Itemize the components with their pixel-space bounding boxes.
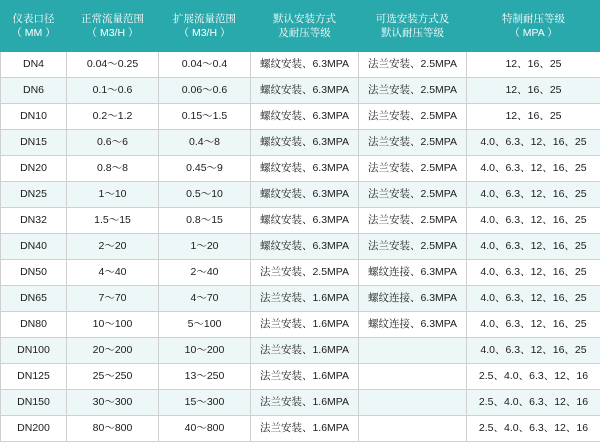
table-header — [1, 1, 600, 52]
cell-default-install: 螺纹安装、6.3MPA — [251, 52, 359, 78]
cell-default-install: 螺纹安装、6.3MPA — [251, 130, 359, 156]
header-line-1: 默认安装方式 — [252, 12, 357, 26]
cell-caliber: DN100 — [1, 338, 67, 364]
cell-extended-flow: 0.45～9 — [159, 156, 251, 182]
header-line-2: （ MPA ） — [468, 26, 599, 40]
header-line-1: 仪表口径 — [2, 12, 65, 26]
cell-extended-flow: 1～20 — [159, 234, 251, 260]
table-row — [1, 104, 600, 130]
cell-special-pressure: 4.0、6.3、12、16、25 — [467, 234, 600, 260]
cell-default-install: 法兰安装、1.6MPA — [251, 416, 359, 442]
table-row — [1, 260, 600, 286]
cell-normal-flow: 4～40 — [67, 260, 159, 286]
cell-special-pressure: 2.5、4.0、6.3、12、16 — [467, 364, 600, 390]
column-header-normal-flow-range — [67, 1, 159, 52]
cell-extended-flow: 0.8～15 — [159, 208, 251, 234]
cell-caliber: DN65 — [1, 286, 67, 312]
header-line-1: 特制耐压等级 — [468, 12, 599, 26]
cell-normal-flow: 0.2～1.2 — [67, 104, 159, 130]
cell-optional-install — [359, 390, 467, 416]
cell-extended-flow: 0.4～8 — [159, 130, 251, 156]
cell-normal-flow: 0.1～0.6 — [67, 78, 159, 104]
cell-caliber: DN50 — [1, 260, 67, 286]
header-line-2: （ MM ） — [2, 26, 65, 40]
cell-default-install: 法兰安装、1.6MPA — [251, 338, 359, 364]
cell-special-pressure: 4.0、6.3、12、16、25 — [467, 182, 600, 208]
cell-optional-install — [359, 364, 467, 390]
column-header-default-installation — [251, 1, 359, 52]
cell-special-pressure: 4.0、6.3、12、16、25 — [467, 208, 600, 234]
cell-normal-flow: 1.5～15 — [67, 208, 159, 234]
cell-normal-flow: 0.6～6 — [67, 130, 159, 156]
cell-default-install: 螺纹安装、6.3MPA — [251, 234, 359, 260]
cell-optional-install: 法兰安装、2.5MPA — [359, 78, 467, 104]
table-row — [1, 156, 600, 182]
cell-optional-install: 螺纹连接、6.3MPA — [359, 286, 467, 312]
cell-special-pressure: 4.0、6.3、12、16、25 — [467, 156, 600, 182]
cell-extended-flow: 2～40 — [159, 260, 251, 286]
table-row — [1, 312, 600, 338]
table-row — [1, 390, 600, 416]
cell-normal-flow: 7～70 — [67, 286, 159, 312]
header-line-2: （ M3/H ） — [68, 26, 157, 40]
cell-caliber: DN25 — [1, 182, 67, 208]
cell-normal-flow: 10～100 — [67, 312, 159, 338]
cell-extended-flow: 5～100 — [159, 312, 251, 338]
cell-optional-install: 法兰安装、2.5MPA — [359, 156, 467, 182]
cell-extended-flow: 0.15～1.5 — [159, 104, 251, 130]
header-line-2: 默认耐压等级 — [360, 26, 465, 40]
cell-normal-flow: 0.8～8 — [67, 156, 159, 182]
header-line-2: （ M3/H ） — [160, 26, 249, 40]
table-row — [1, 78, 600, 104]
cell-normal-flow: 25～250 — [67, 364, 159, 390]
table-row — [1, 208, 600, 234]
cell-caliber: DN20 — [1, 156, 67, 182]
cell-special-pressure: 4.0、6.3、12、16、25 — [467, 312, 600, 338]
cell-special-pressure: 12、16、25 — [467, 104, 600, 130]
header-line-2: 及耐压等级 — [252, 26, 357, 40]
cell-extended-flow: 40～800 — [159, 416, 251, 442]
cell-special-pressure: 12、16、25 — [467, 52, 600, 78]
cell-default-install: 法兰安装、1.6MPA — [251, 364, 359, 390]
cell-normal-flow: 20～200 — [67, 338, 159, 364]
cell-special-pressure: 4.0、6.3、12、16、25 — [467, 130, 600, 156]
column-header-optional-installation — [359, 1, 467, 52]
cell-optional-install: 螺纹连接、6.3MPA — [359, 312, 467, 338]
column-header-extended-flow-range — [159, 1, 251, 52]
column-header-caliber — [1, 1, 67, 52]
table-row — [1, 416, 600, 442]
table-row — [1, 182, 600, 208]
cell-optional-install — [359, 416, 467, 442]
table-row — [1, 338, 600, 364]
header-row — [1, 1, 600, 52]
cell-normal-flow: 0.04～0.25 — [67, 52, 159, 78]
cell-optional-install: 法兰安装、2.5MPA — [359, 130, 467, 156]
cell-extended-flow: 10～200 — [159, 338, 251, 364]
cell-optional-install — [359, 338, 467, 364]
table-body — [1, 52, 600, 442]
cell-extended-flow: 0.04～0.4 — [159, 52, 251, 78]
cell-extended-flow: 0.5～10 — [159, 182, 251, 208]
table-row — [1, 286, 600, 312]
cell-special-pressure: 2.5、4.0、6.3、12、16 — [467, 390, 600, 416]
header-line-1: 扩展流量范围 — [160, 12, 249, 26]
cell-default-install: 螺纹安装、6.3MPA — [251, 182, 359, 208]
cell-default-install: 法兰安装、2.5MPA — [251, 260, 359, 286]
cell-caliber: DN32 — [1, 208, 67, 234]
header-line-1: 正常流量范围 — [68, 12, 157, 26]
cell-optional-install: 法兰安装、2.5MPA — [359, 104, 467, 130]
cell-default-install: 螺纹安装、6.3MPA — [251, 104, 359, 130]
table-row — [1, 364, 600, 390]
cell-default-install: 法兰安装、1.6MPA — [251, 390, 359, 416]
cell-extended-flow: 13～250 — [159, 364, 251, 390]
table-row — [1, 130, 600, 156]
cell-default-install: 螺纹安装、6.3MPA — [251, 208, 359, 234]
cell-caliber: DN4 — [1, 52, 67, 78]
cell-caliber: DN10 — [1, 104, 67, 130]
cell-special-pressure: 2.5、4.0、6.3、12、16 — [467, 416, 600, 442]
cell-special-pressure: 4.0、6.3、12、16、25 — [467, 338, 600, 364]
cell-special-pressure: 4.0、6.3、12、16、25 — [467, 260, 600, 286]
column-header-special-pressure-rating — [467, 1, 600, 52]
cell-normal-flow: 80～800 — [67, 416, 159, 442]
table-row — [1, 52, 600, 78]
cell-default-install: 法兰安装、1.6MPA — [251, 312, 359, 338]
cell-default-install: 法兰安装、1.6MPA — [251, 286, 359, 312]
cell-caliber: DN150 — [1, 390, 67, 416]
header-line-1: 可选安装方式及 — [360, 12, 465, 26]
cell-normal-flow: 2～20 — [67, 234, 159, 260]
cell-caliber: DN200 — [1, 416, 67, 442]
cell-special-pressure: 4.0、6.3、12、16、25 — [467, 286, 600, 312]
cell-caliber: DN15 — [1, 130, 67, 156]
cell-special-pressure: 12、16、25 — [467, 78, 600, 104]
cell-default-install: 螺纹安装、6.3MPA — [251, 78, 359, 104]
cell-normal-flow: 30～300 — [67, 390, 159, 416]
cell-caliber: DN40 — [1, 234, 67, 260]
cell-optional-install: 法兰安装、2.5MPA — [359, 234, 467, 260]
cell-extended-flow: 0.06～0.6 — [159, 78, 251, 104]
cell-optional-install: 法兰安装、2.5MPA — [359, 52, 467, 78]
cell-optional-install: 法兰安装、2.5MPA — [359, 182, 467, 208]
cell-caliber: DN6 — [1, 78, 67, 104]
cell-optional-install: 法兰安装、2.5MPA — [359, 208, 467, 234]
cell-caliber: DN125 — [1, 364, 67, 390]
cell-default-install: 螺纹安装、6.3MPA — [251, 156, 359, 182]
cell-optional-install: 螺纹连接、6.3MPA — [359, 260, 467, 286]
cell-extended-flow: 15～300 — [159, 390, 251, 416]
cell-extended-flow: 4～70 — [159, 286, 251, 312]
cell-caliber: DN80 — [1, 312, 67, 338]
cell-normal-flow: 1～10 — [67, 182, 159, 208]
table-row — [1, 234, 600, 260]
